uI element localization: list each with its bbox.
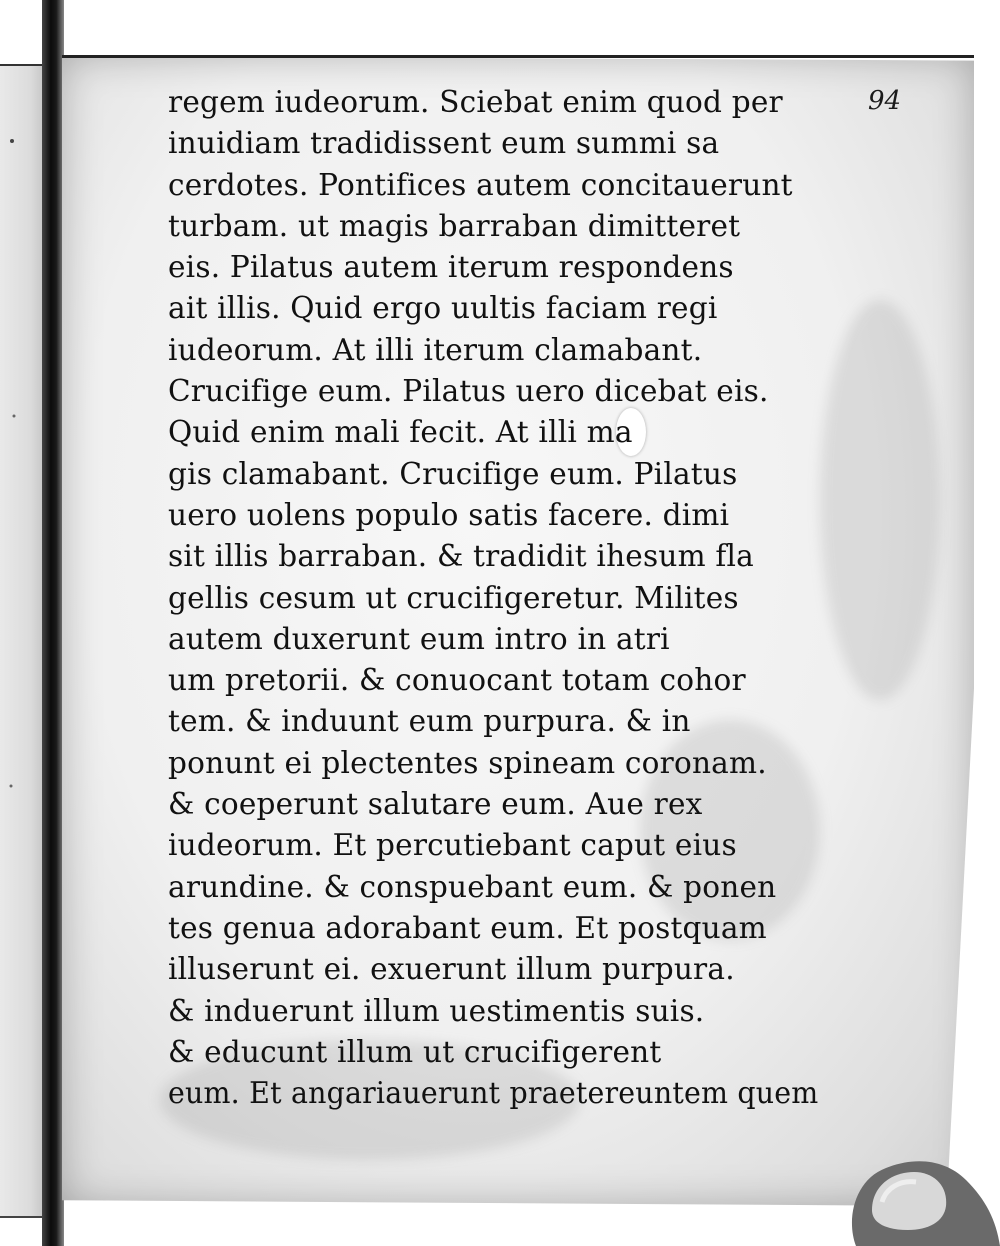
text-line: inuidiam tradidissent eum summi sa [168,126,720,162]
text-line: regem iudeorum. Sciebat enim quod per [168,85,783,120]
text-line: gellis cesum ut crucifigeretur. Milites [168,580,739,616]
text-line: Quid enim mali fecit. At illi ma [168,415,633,451]
text-line: sit illis barraban. & tradidit ihesum fla [168,539,754,575]
text-line: eis. Pilatus autem iterum respondens [168,250,734,286]
text-line: Crucifige eum. Pilatus uero dicebat eis. [168,374,769,410]
text-line: eum. Et angariauerunt praetereuntem quem [168,1076,819,1112]
leaf-top-edge [62,55,974,58]
text-line: cerdotes. Pontifices autem concitauerunt [168,167,793,203]
text-line: um pretorii. & conuocant totam cohor [168,663,746,699]
text-line: & coeperunt salutare eum. Aue rex [168,787,703,823]
manuscript-text [168,82,828,1114]
text-line: turbam. ut magis barraban dimitteret [168,208,741,244]
text-line: iudeorum. At illi iterum clamabant. [168,332,703,368]
parchment-stain [820,300,940,700]
facing-page-marks [4,96,34,1196]
text-line: tem. & induunt eum purpura. & in [168,704,691,740]
text-line: autem duxerunt eum intro in atri [168,621,670,657]
text-line: arundine. & conspuebant eum. & ponen [168,869,777,905]
text-line: & induerunt illum uestimentis suis. [168,993,705,1029]
folio-number: 94 [868,86,902,116]
holding-thumb [836,1150,1000,1246]
text-line: illuserunt ei. exuerunt illum purpura. [168,952,735,988]
text-line: & educunt illum ut crucifigerent [168,1034,662,1070]
text-line: ponunt ei plectentes spineam coronam. [168,745,767,781]
text-line: tes genua adorabant eum. Et postquam [168,910,767,946]
text-line: gis clamabant. Crucifige eum. Pilatus [168,456,738,492]
text-line: uero uolens populo satis facere. dimi [168,497,730,533]
text-line: ait illis. Quid ergo uultis faciam regi [168,291,718,327]
text-line: iudeorum. Et percutiebant caput eius [168,828,737,864]
book-gutter [42,0,64,1246]
